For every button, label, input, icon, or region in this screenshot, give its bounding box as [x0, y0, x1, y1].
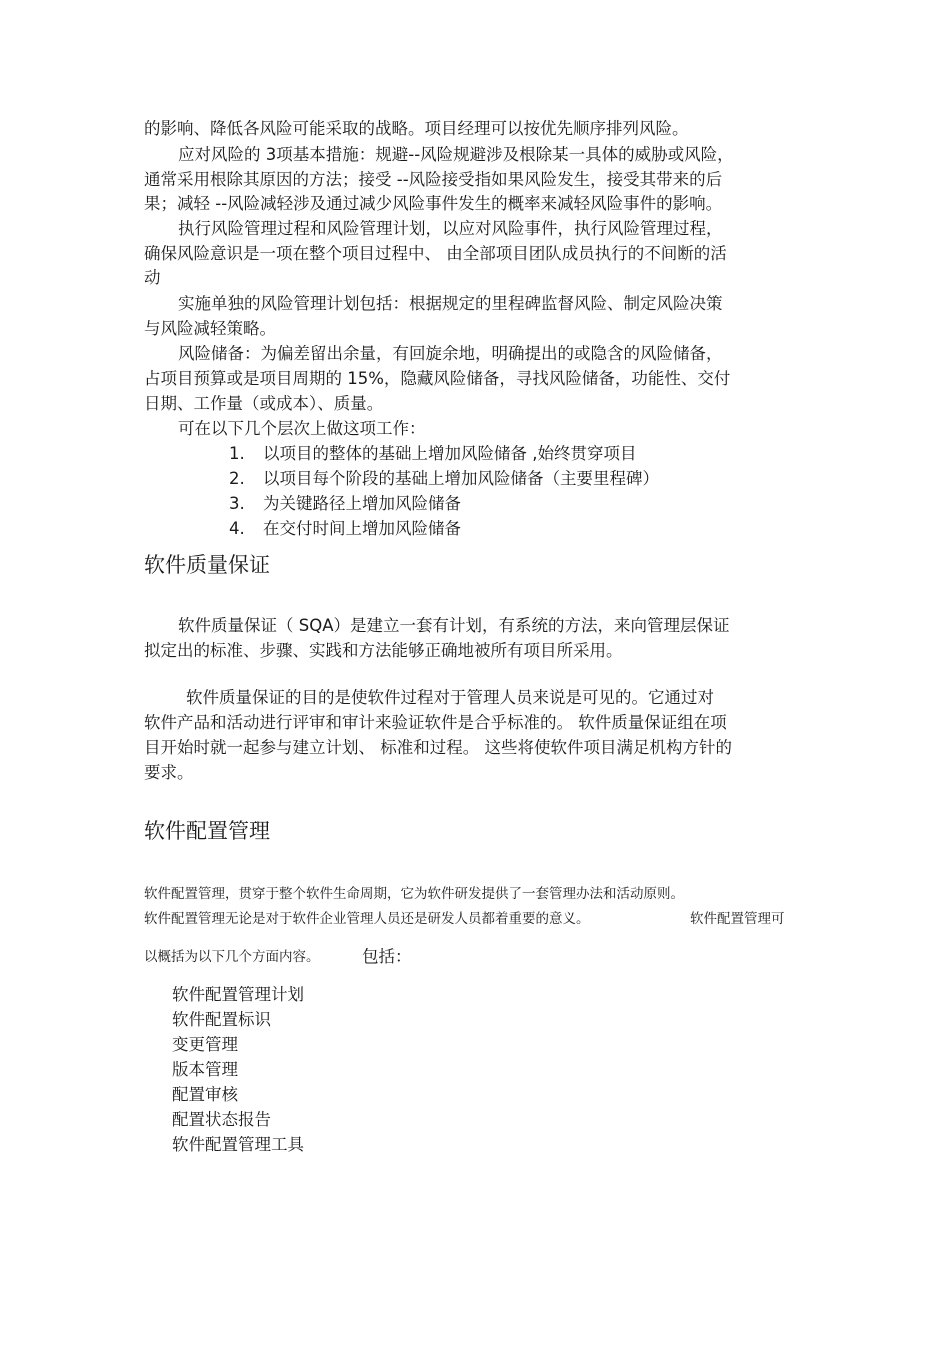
risk-process-line-2: 确保风险意识是一项在整个项目过程中、 由全部项目团队成员执行的不间断的活 — [144, 244, 727, 263]
scm-text-line-2-tail: 软件配置管理可 — [690, 911, 785, 927]
sqa-para-2-line-1: 软件质量保证的目的是使软件过程对于管理人员来说是可见的。它通过对 — [186, 688, 714, 707]
list-item: 以项目的整体的基础上增加风险储备 ,始终贯穿项目 — [263, 444, 637, 463]
list-item-number: 3. — [229, 494, 245, 513]
risk-measures-line-2: 通常采用根除其原因的方法；接受 --风险接受指如果风险发生，接受其带来的后 — [144, 170, 723, 189]
risk-levels-intro: 可在以下几个层次上做这项工作： — [178, 419, 426, 438]
scm-item: 版本管理 — [172, 1060, 238, 1079]
list-item-number: 4. — [229, 519, 245, 538]
risk-plan-line-1: 实施单独的风险管理计划包括：根据规定的里程碑监督风险、制定风险决策 — [178, 294, 723, 313]
risk-measures-line-1: 应对风险的 3项基本措施：规避--风险规避涉及根除某一具体的威胁或风险， — [178, 145, 734, 164]
risk-text-line-1: 的影响、降低各风险可能采取的战略。项目经理可以按优先顺序排列风险。 — [144, 119, 689, 138]
scm-text-line-3: 以概括为以下几个方面内容。 — [144, 949, 320, 965]
scm-text-line-2: 软件配置管理无论是对于软件企业管理人员还是研发人员都着重要的意义。 — [144, 911, 590, 927]
list-item-number: 2. — [229, 469, 245, 488]
section-heading-sqa: 软件质量保证 — [144, 553, 270, 577]
risk-process-line-1: 执行风险管理过程和风险管理计划，以应对风险事件，执行风险管理过程， — [178, 219, 723, 238]
list-item: 在交付时间上增加风险储备 — [263, 519, 461, 538]
risk-plan-line-2: 与风险减轻策略。 — [144, 319, 276, 338]
risk-reserve-line-1: 风险储备：为偏差留出余量，有回旋余地，明确提出的或隐含的风险储备， — [178, 344, 723, 363]
list-item: 以项目每个阶段的基础上增加风险储备（主要里程碑） — [263, 469, 659, 488]
sqa-para-2-line-4: 要求。 — [144, 763, 194, 782]
list-item: 为关键路径上增加风险储备 — [263, 494, 461, 513]
scm-includes-label: 包括： — [362, 947, 412, 966]
scm-item: 变更管理 — [172, 1035, 238, 1054]
sqa-para-1-line-1: 软件质量保证（ SQA）是建立一套有计划，有系统的方法，来向管理层保证 — [178, 616, 730, 635]
scm-item: 配置审核 — [172, 1085, 238, 1104]
sqa-para-2-line-2: 软件产品和活动进行评审和审计来验证软件是合乎标准的。 软件质量保证组在项 — [144, 713, 727, 732]
list-item-number: 1. — [229, 444, 245, 463]
risk-process-line-3: 动 — [144, 268, 161, 287]
scm-item: 软件配置标识 — [172, 1010, 271, 1029]
sqa-para-1-line-2: 拟定出的标准、步骤、实践和方法能够正确地被所有项目所采用。 — [144, 641, 623, 660]
risk-reserve-line-2: 占项目预算或是项目周期的 15%，隐藏风险储备，寻找风险储备，功能性、交付 — [144, 369, 731, 388]
scm-text-line-1: 软件配置管理，贯穿于整个软件生命周期，它为软件研发提供了一套管理办法和活动原则。 — [144, 886, 684, 902]
section-heading-scm: 软件配置管理 — [144, 819, 270, 843]
scm-item: 软件配置管理计划 — [172, 985, 304, 1004]
risk-measures-line-3: 果；减轻 --风险减轻涉及通过减少风险事件发生的概率来减轻风险事件的影响。 — [144, 194, 723, 213]
scm-item: 配置状态报告 — [172, 1110, 271, 1129]
sqa-para-2-line-3: 目开始时就一起参与建立计划、 标准和过程。 这些将使软件项目满足机构方针的 — [144, 738, 732, 757]
risk-reserve-line-3: 日期、工作量（或成本）、质量。 — [144, 394, 384, 413]
scm-item: 软件配置管理工具 — [172, 1135, 304, 1154]
